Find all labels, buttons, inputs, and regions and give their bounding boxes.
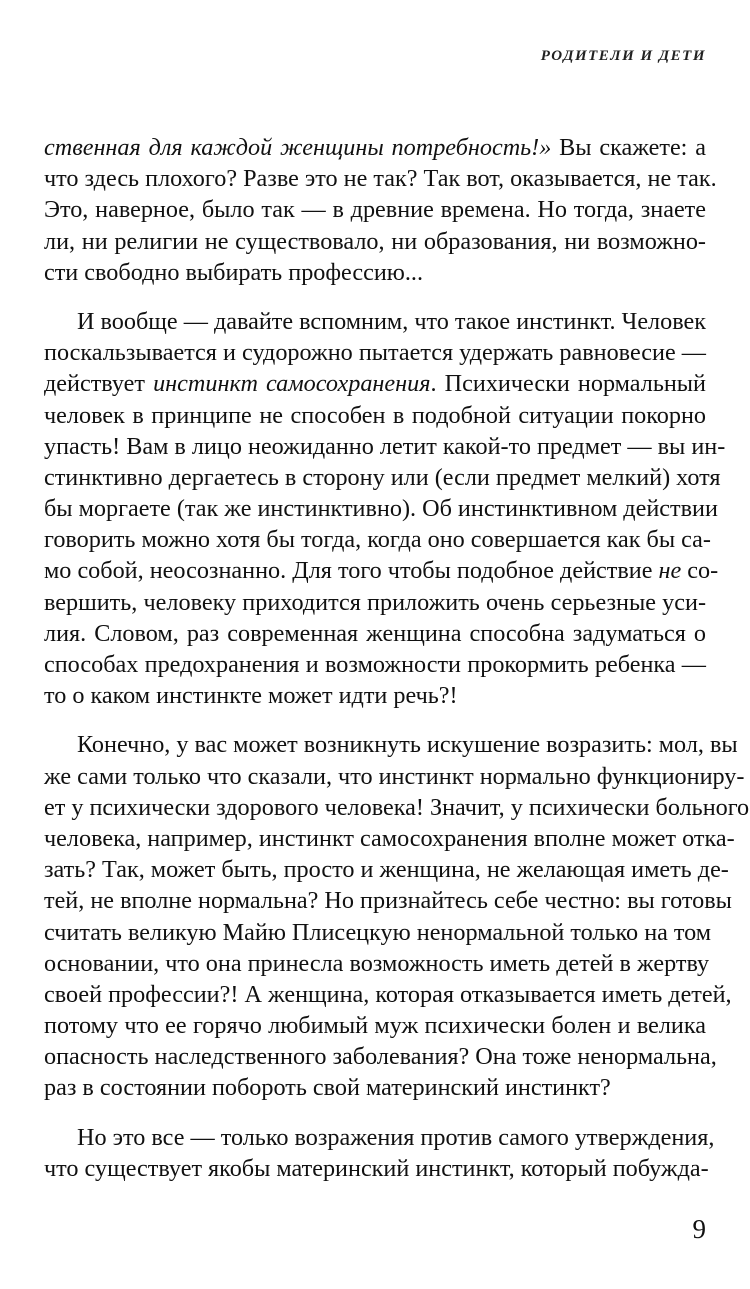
text-run: со- xyxy=(681,557,719,585)
text-line: поскальзывается и судорожно пытается удержать равновесие — xyxy=(44,339,706,367)
text-line: И вообще — давайте вспомним, что такое инстинкт. Человек xyxy=(77,307,706,335)
text-line: тей, не вполне нормальна? Но признайтесь себе честно: вы готовы xyxy=(44,887,732,915)
text-line xyxy=(44,555,719,586)
text-line: сти свободно выбирать профессию... xyxy=(44,258,424,286)
text-run: действует xyxy=(44,370,154,398)
text-line: вершить, человеку приходится приложить очень серьезные уси- xyxy=(44,588,706,616)
text-line: основании, что она принесла возможность иметь детей в жертву xyxy=(44,949,710,977)
text-line: же сами только что сказали, что инстинкт нормально функциониру- xyxy=(44,762,745,790)
text-line: Это, наверное, было так — в древние времена. Но тогда, знаете xyxy=(44,196,706,224)
text-line: Конечно, у вас может возникнуть искушение возразить: мол, вы xyxy=(77,731,738,759)
text-line: что существует якобы материнский инстинкт, который побужда- xyxy=(44,1154,709,1182)
text-line: что здесь плохого? Разве это не так? Так вот, оказывается, не так. xyxy=(44,165,717,193)
text-line: своей профессии?! А женщина, которая отказывается иметь детей, xyxy=(44,980,732,1008)
paragraph-1 xyxy=(44,132,717,288)
text-line: способах предохранения и возможности прокормить ребенка — xyxy=(44,651,706,678)
running-head: РОДИТЕЛИ И ДЕТИ xyxy=(540,48,706,64)
page-body xyxy=(44,132,750,1184)
page-number: 9 xyxy=(692,1214,706,1244)
text-line: ли, ни религии не существовало, ни образования, ни возможно- xyxy=(44,227,706,255)
text-line: опасность наследственного заболевания? Она тоже ненормальна, xyxy=(44,1043,717,1071)
paragraph-2 xyxy=(44,306,726,711)
text-line: стинктивно дергаетесь в сторону или (если предмет мелкий) хотя xyxy=(44,463,721,491)
paragraph-3 xyxy=(44,729,750,1103)
text-line: раз в состоянии побороть свой материнский инстинкт? xyxy=(44,1074,611,1102)
text-line: упасть! Вам в лицо неожиданно летит какой-то предмет — вы ин- xyxy=(44,432,726,460)
text-line: считать великую Майю Плисецкую ненормальной только на том xyxy=(44,918,712,946)
text-run: . Психически нормальный xyxy=(430,370,706,398)
text-line: Но это все — только возражения против самого утверждения, xyxy=(77,1123,715,1151)
text-line: говорить можно хотя бы тогда, когда оно совершается как бы са- xyxy=(44,526,711,554)
text-line: бы моргаете (так же инстинктивно). Об инстинктивном действии xyxy=(44,495,718,523)
paragraph-4 xyxy=(44,1122,715,1184)
emphasis: ственная для каждой женщины потребность!» xyxy=(44,134,552,161)
text-line xyxy=(44,132,706,163)
text-line: зать? Так, может быть, просто и женщина, не желающая иметь де- xyxy=(44,856,729,884)
text-line: потому что ее горячо любимый муж психически болен и велика xyxy=(44,1012,706,1040)
emphasis: не xyxy=(658,557,682,585)
text-line xyxy=(44,368,706,399)
text-line: то о каком инстинкте может идти речь?! xyxy=(44,682,458,710)
text-line: лия. Словом, раз современная женщина способна задуматься о xyxy=(44,619,706,647)
text-line: человек в принципе не способен в подобной ситуации покорно xyxy=(44,401,706,429)
emphasis: инстинкт самосохранения xyxy=(153,370,431,398)
text-run: мо собой, неосознанно. Для того чтобы подобное действие xyxy=(44,557,659,585)
text-line: человека, например, инстинкт самосохранения вполне может отка- xyxy=(44,824,735,852)
text-line: ет у психически здорового человека! Значит, у психически больного xyxy=(44,793,750,821)
text-run: Вы скажете: а xyxy=(551,134,706,161)
